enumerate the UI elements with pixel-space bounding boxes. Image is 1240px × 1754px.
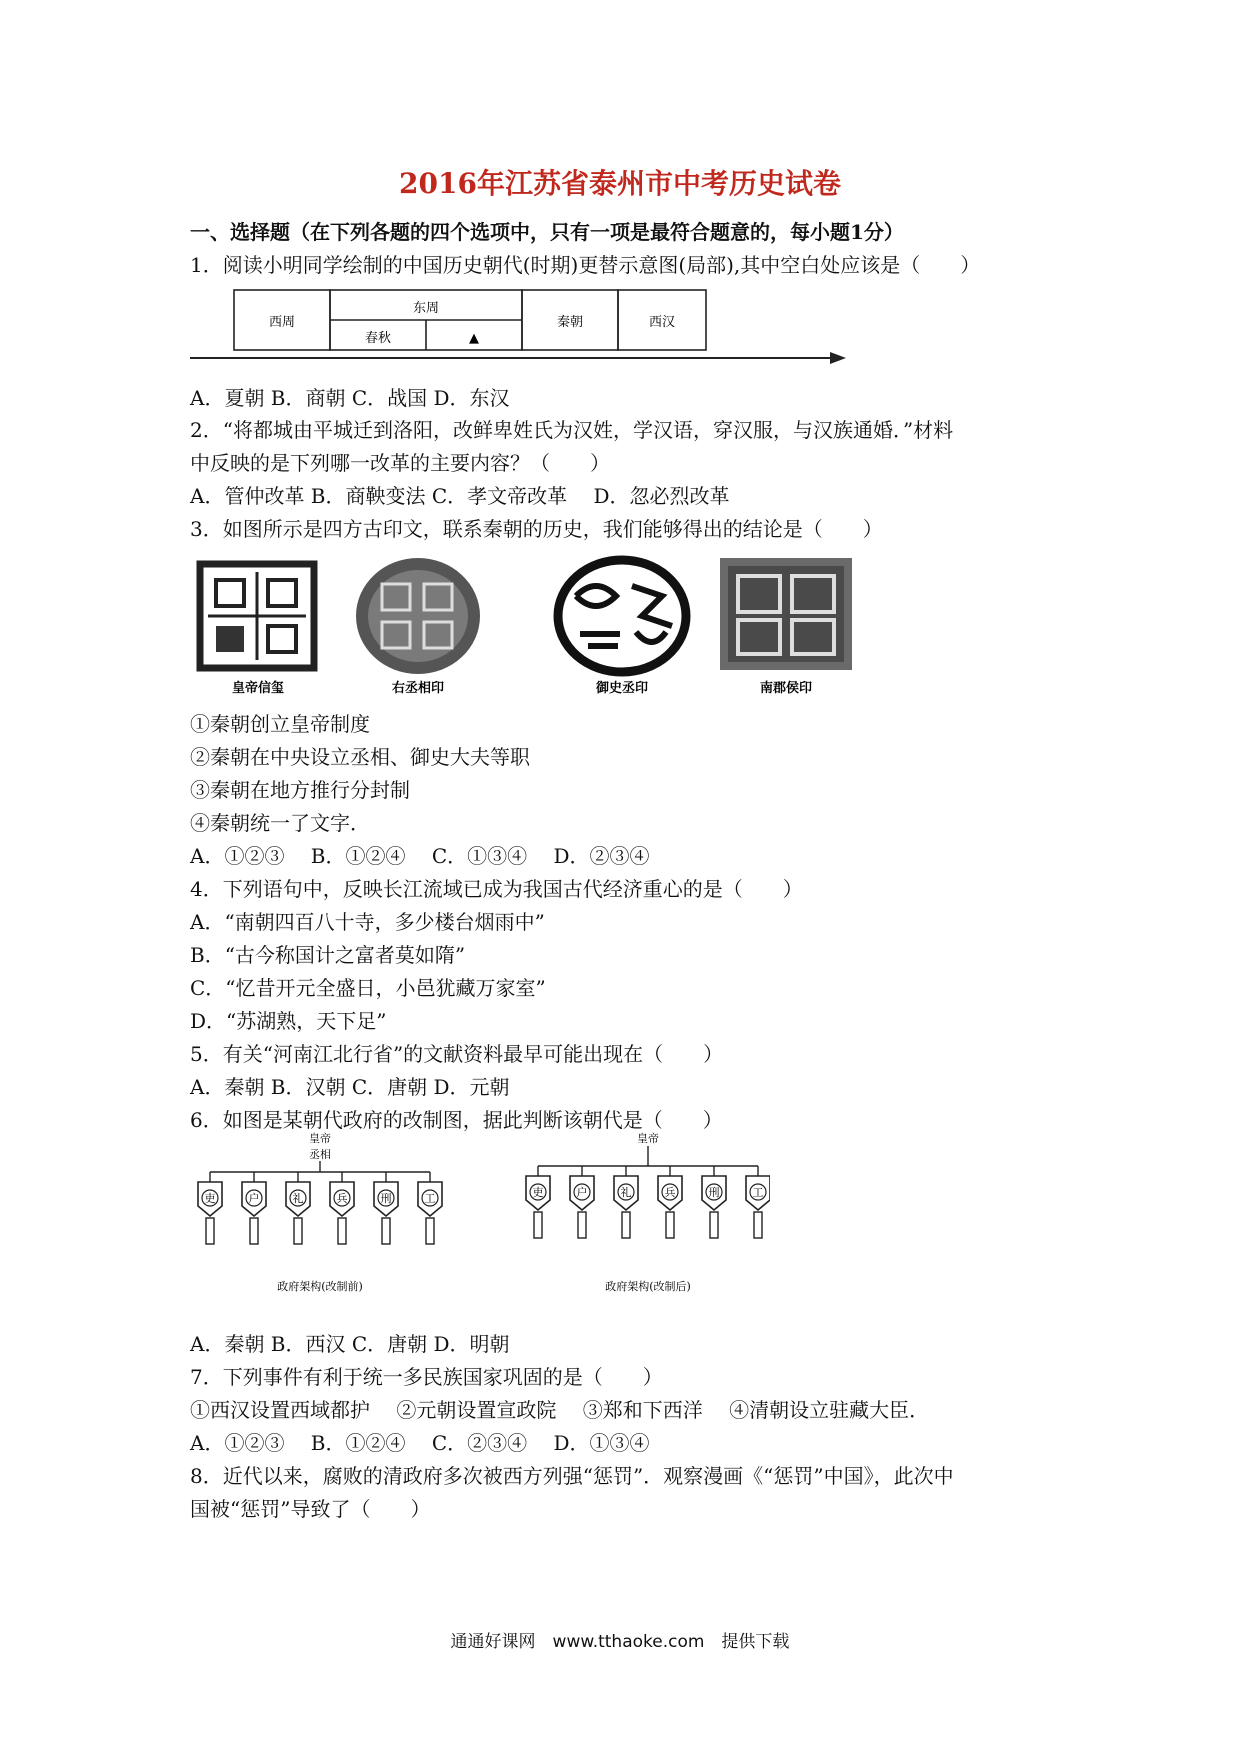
q6-government-diagram [190, 1130, 770, 1300]
before-ministry-label: 刑 [380, 1192, 392, 1205]
q8-stem-line1: 8．近代以来，腐败的清政府多次被西方列强“惩罚”．观察漫画《“惩罚”中国》，此次中 [190, 1464, 954, 1488]
after-ministry-post [666, 1212, 674, 1238]
q2-stem-line2: 中反映的是下列哪一改革的主要内容？（ ） [190, 451, 610, 475]
q3-options: A．①②③ B．①②④ C．①③④ D．②③④ [190, 844, 650, 868]
before-ministry-label: 户 [248, 1192, 260, 1205]
q8-stem-line2: 国被“惩罚”导致了（ ） [190, 1497, 431, 1521]
timeline-cell-dongzhou: 东周 [412, 301, 440, 316]
seal-label-3: 御史丞印 [595, 681, 649, 696]
after-ministry-post [622, 1212, 630, 1238]
q4-option-c: C．“忆昔开元全盛日，小邑犹藏万家室” [190, 976, 546, 1000]
q2-options: A．管仲改革 B．商鞅变法 C．孝文帝改革 D．忽必烈改革 [190, 484, 730, 508]
q4-option-d: D．“苏湖熟，天下足” [190, 1009, 387, 1033]
timeline-cell-xizhou: 西周 [268, 315, 296, 330]
timeline-cell-xihan: 西汉 [648, 315, 676, 330]
before-ministry-post [338, 1218, 346, 1244]
timeline-cell-chunqiu: 春秋 [364, 331, 392, 346]
seal-yushi-chengyin [558, 560, 686, 672]
after-ministry-label: 户 [576, 1186, 588, 1199]
q7-statements: ①西汉设置西域都护 ②元朝设置宣政院 ③郑和下西洋 ④清朝设立驻藏大臣． [190, 1398, 930, 1422]
q1-stem: 1．阅读小明同学绘制的中国历史朝代(时期)更替示意图(局部),其中空白处应该是（ ） [190, 253, 981, 277]
after-caption: 政府架构(改制后) [605, 1280, 691, 1293]
after-ministry-label: 吏 [532, 1186, 544, 1199]
q3-statement-1: ①秦朝创立皇帝制度 [190, 712, 370, 736]
q1-options: A．夏朝 B．商朝 C．战国 D．东汉 [190, 386, 510, 410]
after-ministry-label: 兵 [664, 1186, 676, 1199]
after-ministry-post [754, 1212, 762, 1238]
q1-timeline-diagram [190, 288, 850, 368]
q4-stem: 4．下列语句中，反映长江流域已成为我国古代经济重心的是（ ） [190, 877, 803, 901]
diagram-after [526, 1131, 770, 1293]
q4-option-a: A．“南朝四百八十寺，多少楼台烟雨中” [190, 910, 545, 934]
before-ministry-label: 兵 [336, 1192, 348, 1205]
seal-label-2: 右丞相印 [391, 681, 445, 696]
after-ministry-post [578, 1212, 586, 1238]
footer-source: 通通好课网 www.tthaoke.com 提供下载 [450, 1632, 790, 1652]
before-caption: 政府架构(改制前) [277, 1280, 363, 1293]
timeline-cell-qin: 秦朝 [556, 315, 584, 330]
q3-statement-2: ②秦朝在中央设立丞相、御史大夫等职 [190, 745, 530, 769]
before-top-label: 皇帝 [309, 1132, 331, 1145]
seal-label-4: 南郡侯印 [759, 681, 813, 696]
page-title: 2016年江苏省泰州市中考历史试卷 [399, 167, 841, 200]
q3-statement-3: ③秦朝在地方推行分封制 [190, 778, 410, 802]
timeline-arrow-head [830, 352, 846, 364]
diagram-before [198, 1131, 442, 1293]
after-ministry-label: 礼 [620, 1186, 632, 1199]
before-ministry-post [206, 1218, 214, 1244]
after-top-label: 皇帝 [637, 1132, 659, 1145]
after-ministry-post [534, 1212, 542, 1238]
timeline-cell-blank: ▲ [469, 331, 479, 346]
q6-options: A．秦朝 B．西汉 C．唐朝 D．明朝 [190, 1332, 510, 1356]
before-ministry-post [382, 1218, 390, 1244]
before-ministry-post [294, 1218, 302, 1244]
q3-stem: 3．如图所示是四方古印文，联系秦朝的历史，我们能够得出的结论是（ ） [190, 517, 883, 541]
after-ministry-post [710, 1212, 718, 1238]
before-ministry-post [250, 1218, 258, 1244]
seal-huangdi-xinxi [200, 564, 314, 668]
q4-option-b: B．“古今称国计之富者莫如隋” [190, 943, 466, 967]
before-ministry-label: 吏 [204, 1192, 216, 1205]
after-ministry-label: 工 [752, 1186, 764, 1199]
before-ministry-post [426, 1218, 434, 1244]
seal-you-chengxiang-yin [356, 558, 480, 674]
before-ministry-label: 工 [424, 1192, 436, 1205]
seal-nanjun-houyin [720, 558, 852, 670]
after-ministry-label: 刑 [708, 1186, 720, 1199]
q2-stem-line1: 2．“将都城由平城迁到洛阳，改鲜卑姓氏为汉姓，学汉语，穿汉服，与汉族通婚．”材料 [190, 418, 954, 442]
section-heading: 一、选择题（在下列各题的四个选项中，只有一项是最符合题意的，每小题1分） [190, 220, 904, 244]
q3-seal-images [196, 546, 896, 696]
q5-stem: 5．有关“河南江北行省”的文献资料最早可能出现在（ ） [190, 1042, 724, 1066]
q6-stem: 6．如图是某朝代政府的改制图，据此判断该朝代是（ ） [190, 1108, 723, 1132]
q3-statement-4: ④秦朝统一了文字． [190, 811, 370, 835]
q7-stem: 7．下列事件有利于统一多民族国家巩固的是（ ） [190, 1365, 663, 1389]
q7-options: A．①②③ B．①②④ C．②③④ D．①③④ [190, 1431, 650, 1455]
seal-label-1: 皇帝信玺 [231, 681, 285, 696]
before-second-label: 丞相 [309, 1148, 331, 1161]
q5-options: A．秦朝 B．汉朝 C．唐朝 D．元朝 [190, 1075, 510, 1099]
before-ministry-label: 礼 [292, 1192, 304, 1205]
